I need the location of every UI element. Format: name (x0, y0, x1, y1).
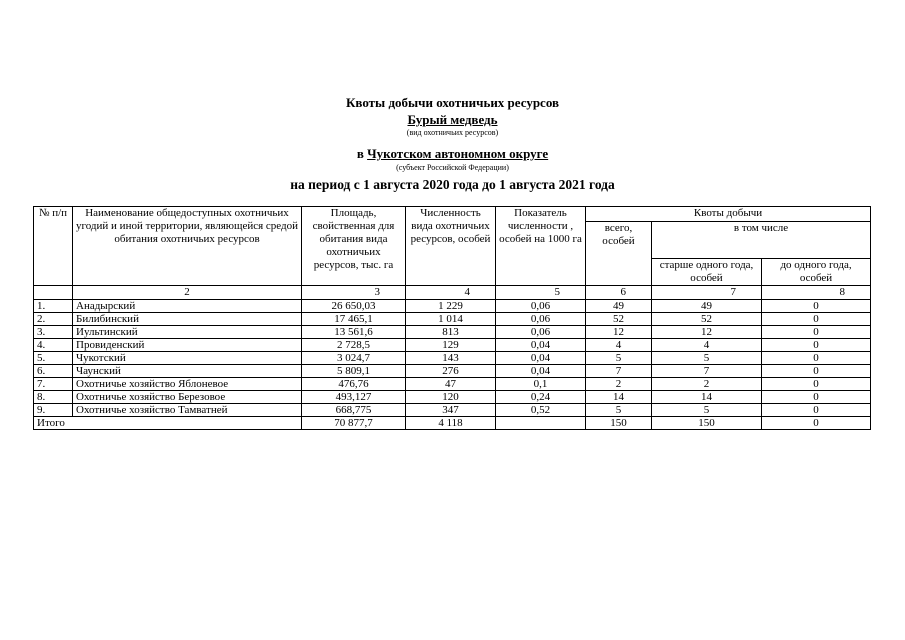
row-number: 1. (34, 300, 73, 313)
row-quota-younger: 0 (762, 313, 871, 326)
table-row (34, 339, 871, 352)
region-prefix: в (356, 146, 368, 161)
row-quota-older: 12 (652, 326, 762, 339)
row-area: 476,76 (302, 378, 406, 391)
row-quota-younger: 0 (762, 300, 871, 313)
row-quota-total: 14 (586, 391, 652, 404)
row-number: 2. (34, 313, 73, 326)
header-name: Наименование общедоступных охотничьих угодий и иной территории, являющейся средой обитания охотничьих ресурсов (73, 207, 302, 286)
table-row (34, 300, 871, 313)
region-line (0, 146, 905, 162)
row-density: 0,04 (496, 365, 586, 378)
row-quota-total: 49 (586, 300, 652, 313)
row-area: 668,775 (302, 404, 406, 417)
total-density (496, 417, 586, 430)
row-number: 3. (34, 326, 73, 339)
row-population: 813 (406, 326, 496, 339)
total-population: 4 118 (406, 417, 496, 430)
row-name: Провиденский (73, 339, 302, 352)
row-area: 3 024,7 (302, 352, 406, 365)
row-density: 0,04 (496, 352, 586, 365)
region-caption: (субъект Российской Федерации) (396, 163, 509, 172)
header-quota-total: всего, особей (586, 222, 652, 286)
row-name: Охотничье хозяйство Березовое (73, 391, 302, 404)
table-row (34, 378, 871, 391)
table-row (34, 313, 871, 326)
row-quota-total: 5 (586, 404, 652, 417)
row-density: 0,06 (496, 326, 586, 339)
row-population: 1 014 (406, 313, 496, 326)
row-area: 13 561,6 (302, 326, 406, 339)
region-name: Чукотском автономном округе (367, 146, 549, 161)
row-area: 26 650,03 (302, 300, 406, 313)
header-quota: Квоты добычи (586, 207, 871, 222)
row-density: 0,04 (496, 339, 586, 352)
row-quota-total: 7 (586, 365, 652, 378)
row-population: 143 (406, 352, 496, 365)
header-population: Численность вида охотничьих ресурсов, особей (406, 207, 496, 286)
row-number: 5. (34, 352, 73, 365)
row-name: Билибинский (73, 313, 302, 326)
table-row (34, 326, 871, 339)
row-quota-total: 5 (586, 352, 652, 365)
column-number-2: 2 (73, 286, 302, 300)
row-name: Анадырский (73, 300, 302, 313)
row-population: 347 (406, 404, 496, 417)
total-area: 70 877,7 (302, 417, 406, 430)
row-quota-younger: 0 (762, 404, 871, 417)
table-row (34, 391, 871, 404)
row-quota-older: 52 (652, 313, 762, 326)
row-quota-total: 52 (586, 313, 652, 326)
table-row (34, 365, 871, 378)
row-population: 129 (406, 339, 496, 352)
row-quota-older: 7 (652, 365, 762, 378)
row-number: 8. (34, 391, 73, 404)
row-name: Иультинский (73, 326, 302, 339)
table-row (34, 352, 871, 365)
row-area: 5 809,1 (302, 365, 406, 378)
row-name: Охотничье хозяйство Яблоневое (73, 378, 302, 391)
row-quota-total: 12 (586, 326, 652, 339)
header-area: Площадь, свойственная для обитания вида охотничьих ресурсов, тыс. га (302, 207, 406, 286)
row-quota-younger: 0 (762, 365, 871, 378)
total-quota: 150 (586, 417, 652, 430)
row-density: 0,1 (496, 378, 586, 391)
table-body (34, 300, 871, 430)
header-density: Показатель численности , особей на 1000 га (496, 207, 586, 286)
column-number-row (34, 286, 871, 300)
row-quota-older: 49 (652, 300, 762, 313)
row-density: 0,24 (496, 391, 586, 404)
period-line: на период с 1 августа 2020 года до 1 августа 2021 года (290, 177, 615, 192)
row-quota-younger: 0 (762, 352, 871, 365)
column-number-7: 7 (652, 286, 762, 300)
quota-table (33, 206, 871, 430)
species-name: Бурый медведь (407, 112, 498, 127)
row-quota-older: 5 (652, 352, 762, 365)
species-caption: (вид охотничьих ресурсов) (406, 128, 499, 137)
row-name: Чукотский (73, 352, 302, 365)
column-number-1 (34, 286, 73, 300)
document-title: Квоты добычи охотничьих ресурсов (345, 95, 560, 110)
row-quota-younger: 0 (762, 378, 871, 391)
row-density: 0,06 (496, 300, 586, 313)
row-population: 1 229 (406, 300, 496, 313)
row-population: 120 (406, 391, 496, 404)
row-quota-older: 2 (652, 378, 762, 391)
row-density: 0,52 (496, 404, 586, 417)
row-density: 0,06 (496, 313, 586, 326)
row-area: 493,127 (302, 391, 406, 404)
row-quota-younger: 0 (762, 326, 871, 339)
column-number-3: 3 (302, 286, 406, 300)
row-name: Чаунский (73, 365, 302, 378)
total-quota-older: 150 (652, 417, 762, 430)
column-number-5: 5 (496, 286, 586, 300)
header-older: старше одного года, особей (652, 259, 762, 286)
row-area: 17 465,1 (302, 313, 406, 326)
total-row (34, 417, 871, 430)
row-name: Охотничье хозяйство Тамватней (73, 404, 302, 417)
header-younger: до одного года, особей (762, 259, 871, 286)
row-number: 9. (34, 404, 73, 417)
row-number: 6. (34, 365, 73, 378)
header-num: № п/п (34, 207, 73, 286)
row-population: 276 (406, 365, 496, 378)
row-quota-older: 5 (652, 404, 762, 417)
row-population: 47 (406, 378, 496, 391)
total-label: Итого (34, 417, 302, 430)
row-quota-older: 4 (652, 339, 762, 352)
column-number-6: 6 (586, 286, 652, 300)
table-row (34, 404, 871, 417)
row-number: 4. (34, 339, 73, 352)
column-number-4: 4 (406, 286, 496, 300)
row-area: 2 728,5 (302, 339, 406, 352)
header-including: в том числе (652, 222, 871, 259)
row-number: 7. (34, 378, 73, 391)
row-quota-younger: 0 (762, 391, 871, 404)
row-quota-total: 4 (586, 339, 652, 352)
row-quota-younger: 0 (762, 339, 871, 352)
column-number-8: 8 (762, 286, 871, 300)
total-quota-younger: 0 (762, 417, 871, 430)
row-quota-older: 14 (652, 391, 762, 404)
row-quota-total: 2 (586, 378, 652, 391)
